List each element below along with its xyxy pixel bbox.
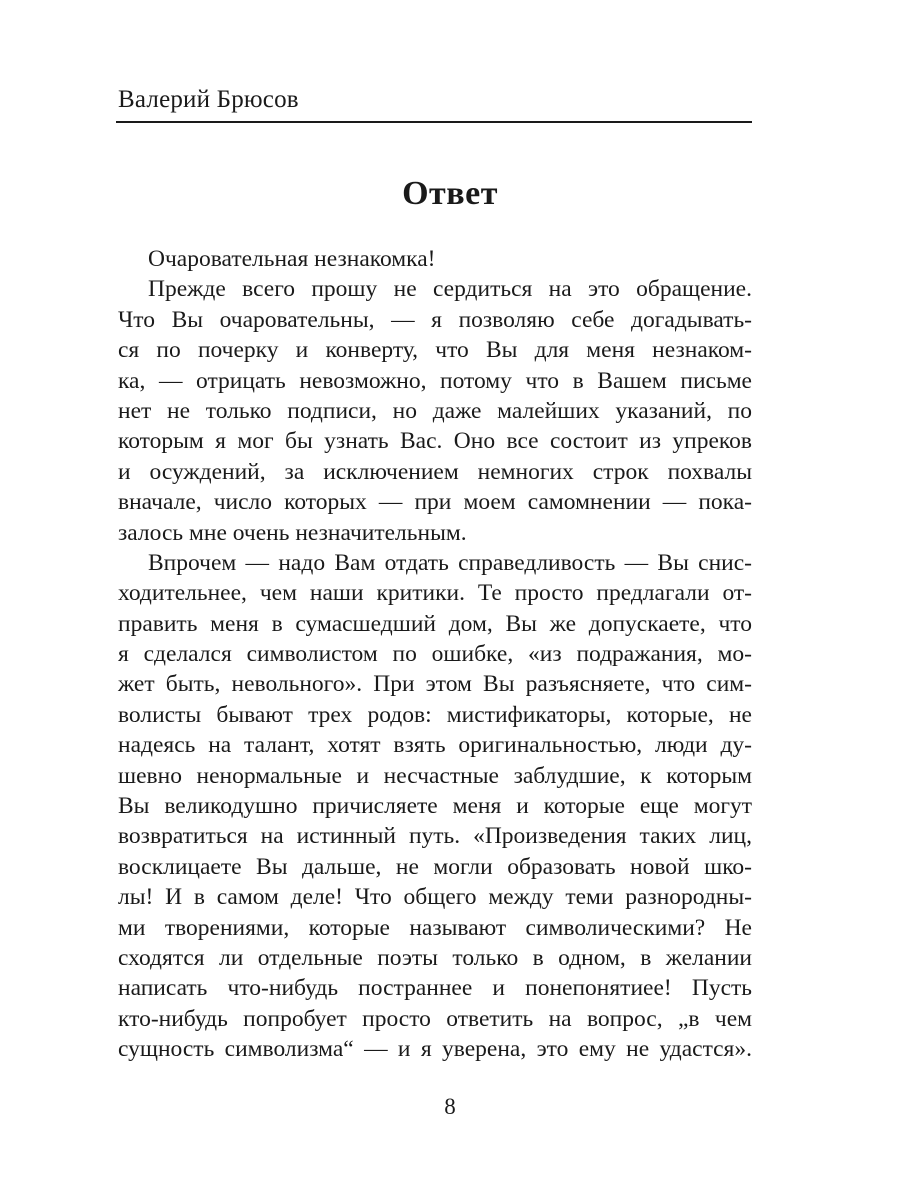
text-line: шевно ненормальные и несчастные заблудшие, к которым	[118, 762, 752, 789]
text-line: и осуждений, за исключением немногих строк похвалы	[118, 458, 752, 485]
text-line: возвратиться на истинный путь. «Произведения таких лиц,	[118, 823, 752, 850]
text-line: ходительнее, чем наши критики. Те просто предлагали от-	[118, 580, 752, 607]
text-line: нет не только подписи, но даже малейших указаний, по	[118, 397, 752, 424]
text-line: Вы великодушно причисляете меня и которые еще могут	[118, 793, 752, 820]
text-line: сущность символизма“ — и я уверена, это ему не удастся».	[118, 1036, 752, 1063]
text-line: я сделался символистом по ошибке, «из подражания, мо-	[118, 641, 752, 668]
running-header-author: Валерий Брюсов	[118, 86, 299, 113]
text-line: вначале, число которых — при моем самомнении — пока-	[118, 489, 752, 516]
text-line: ми творениями, которые называют символическими? Не	[118, 914, 752, 941]
text-line: ка, — отрицать невозможно, потому что в Вашем письме	[118, 367, 752, 394]
text-line: Впрочем — надо Вам отдать справедливость — Вы снис-	[148, 549, 752, 576]
text-line: Что Вы очаровательны, — я позволяю себе догадывать-	[118, 306, 752, 333]
text-line: Прежде всего прошу не сердиться на это обращение.	[148, 276, 752, 303]
text-line: сходятся ли отдельные поэты только в одном, в желании	[118, 944, 752, 971]
header-rule	[116, 121, 752, 123]
text-line: править меня в сумасшедший дом, Вы же допускаете, что	[118, 610, 752, 637]
body-text	[118, 244, 752, 1065]
text-line: жет быть, невольного». При этом Вы разъясняете, что сим-	[118, 671, 752, 698]
page-number: 8	[444, 1094, 456, 1119]
chapter-title: Ответ	[402, 175, 498, 212]
text-line: ся по почерку и конверту, что Вы для меня незнаком-	[118, 337, 752, 364]
text-line: Очаровательная незнакомка!	[148, 246, 436, 272]
text-line: написать что-нибудь постраннее и понепонятиее! Пусть	[118, 975, 752, 1002]
text-line: волисты бывают трех родов: мистификаторы, которые, не	[118, 701, 752, 728]
text-line: кто-нибудь попробует просто ответить на вопрос, „в чем	[118, 1005, 752, 1032]
text-line: надеясь на талант, хотят взять оригинальностью, люди ду-	[118, 732, 752, 759]
text-line: восклицаете Вы дальше, не могли образовать новой шко-	[118, 853, 752, 880]
text-line: лы! И в самом деле! Что общего между теми разнородны-	[118, 884, 752, 911]
text-line: залось мне очень незначительным.	[118, 519, 467, 546]
text-line: которым я мог бы узнать Вас. Оно все состоит из упреков	[118, 428, 752, 455]
